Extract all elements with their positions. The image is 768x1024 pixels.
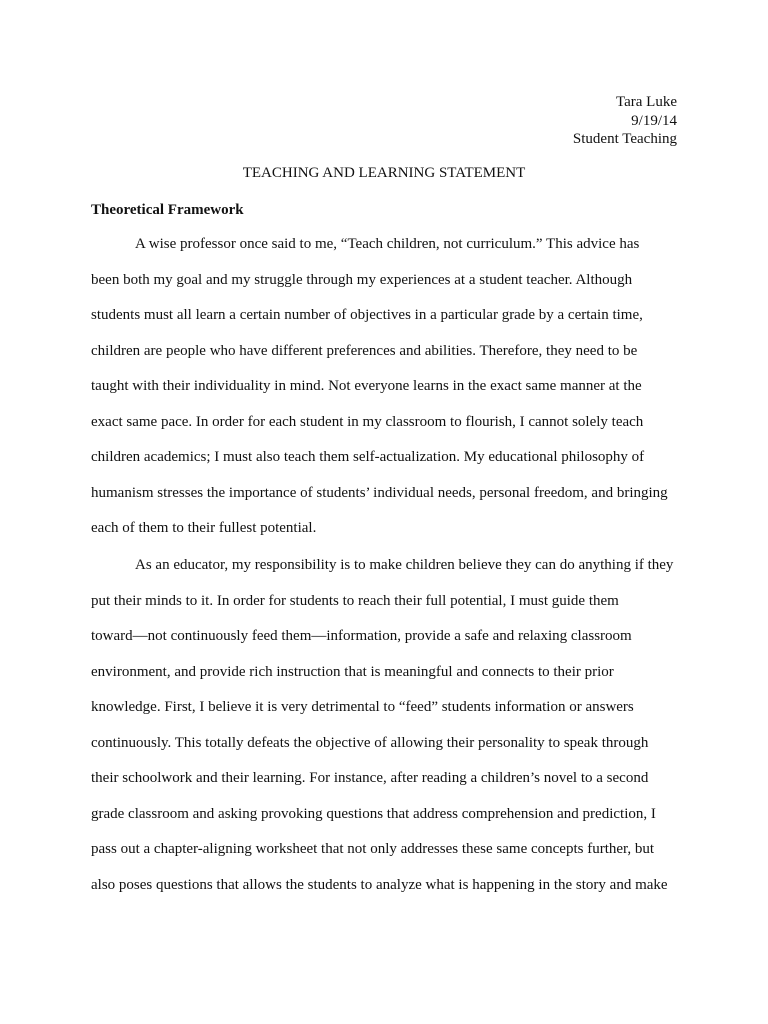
paragraph-line: pass out a chapter-aligning worksheet that not only addresses these same concepts further, but (91, 841, 655, 857)
paragraph-line: humanism stresses the importance of students’ individual needs, personal freedom, and bringing (91, 484, 668, 501)
paragraph-line: put their minds to it. In order for students to reach their full potential, I must guide them (91, 592, 619, 609)
paragraph-line: each of them to their fullest potential. (91, 520, 317, 536)
paragraph-line: students must all learn a certain number of objectives in a particular grade by a certain time, (91, 307, 643, 323)
paragraph-line: A wise professor once said to me, “Teach children, not curriculum.” This advice has (135, 236, 640, 252)
section-heading: Theoretical Framework (91, 202, 244, 218)
paragraph-1 (91, 227, 677, 547)
paragraph-line: toward—not continuously feed them—information, provide a safe and relaxing classroom (91, 628, 632, 644)
paragraph-line: knowledge. First, I believe it is very detrimental to “feed” students information or answers (91, 699, 634, 715)
paragraph-line: children are people who have different preferences and abilities. Therefore, they need to be (91, 342, 638, 359)
paragraph-line: exact same pace. In order for each student in my classroom to flourish, I cannot solely teach (91, 413, 644, 430)
paragraph-line: also poses questions that allows the students to analyze what is happening in the story and make (91, 876, 668, 893)
paragraph-line: grade classroom and asking provoking questions that address comprehension and prediction, I (91, 805, 656, 822)
paragraph-line: taught with their individuality in mind. Not everyone learns in the exact same manner at the (91, 378, 642, 394)
course-name: Student Teaching (572, 131, 677, 147)
document-title: TEACHING AND LEARNING STATEMENT (242, 165, 526, 181)
paragraph-line: continuously. This totally defeats the objective of allowing their personality to speak through (91, 734, 649, 751)
document-header (573, 93, 677, 149)
paragraph-line: their schoolwork and their learning. For instance, after reading a children’s novel to a second (91, 770, 649, 786)
paragraph-line: children academics; I must also teach them self-actualization. My educational philosophy of (91, 449, 645, 465)
paragraph-line: been both my goal and my struggle through my experiences at a student teacher. Although (91, 271, 633, 288)
author-name: Tara Luke (616, 94, 677, 110)
paragraph-line: As an educator, my responsibility is to make children believe they can do anything if they (135, 557, 674, 573)
paragraph-2 (91, 548, 677, 903)
document-date: 9/19/14 (631, 112, 677, 129)
paragraph-line: environment, and provide rich instruction that is meaningful and connects to their prior (91, 663, 614, 680)
